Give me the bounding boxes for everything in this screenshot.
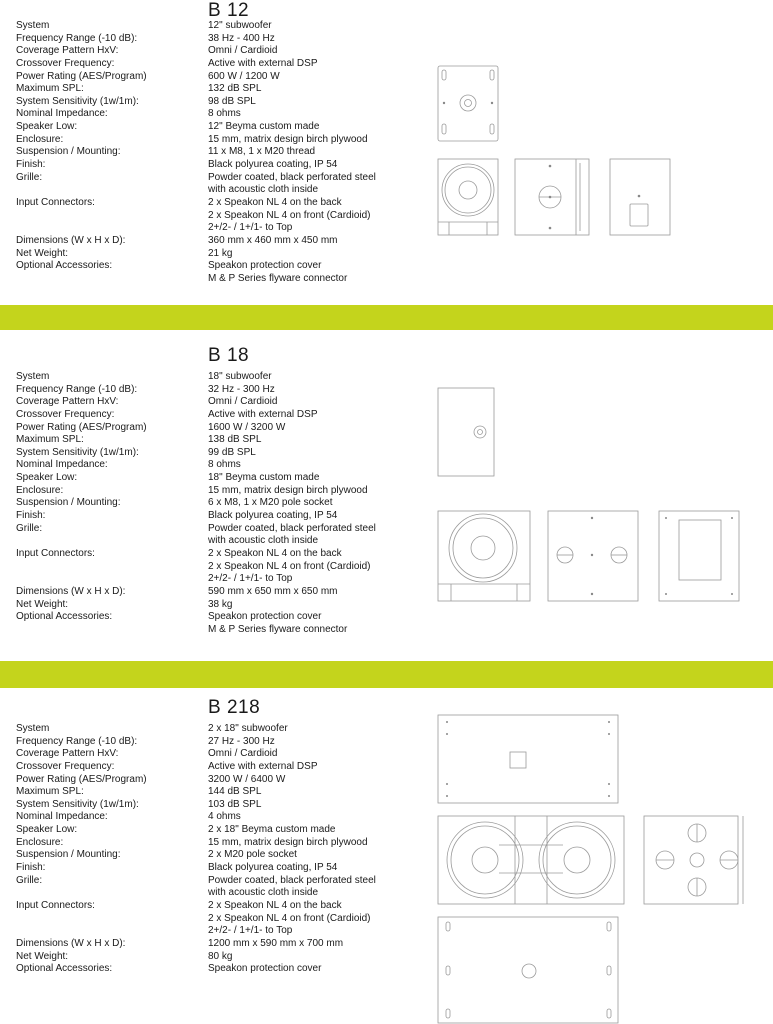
spec-label: Crossover Frequency:	[16, 408, 115, 420]
spec-row	[0, 837, 430, 850]
spec-row	[0, 210, 430, 223]
spec-value: with acoustic cloth inside	[208, 184, 319, 196]
b18-rear-view-drawing	[658, 510, 742, 604]
spec-value: 138 dB SPL	[208, 434, 262, 446]
spec-label: Suspension / Mounting:	[16, 497, 121, 509]
spec-value: 2+/2- / 1+/1- to Top	[208, 925, 293, 937]
spec-label: Optional Accessories:	[16, 611, 113, 623]
spec-value: 2 x Speakon NL 4 on front (Cardioid)	[208, 560, 371, 572]
spec-row	[0, 71, 430, 84]
spec-value: Active with external DSP	[208, 57, 318, 69]
spec-row	[0, 523, 430, 536]
spec-label: Crossover Frequency:	[16, 57, 115, 69]
spec-label: Net Weight:	[16, 598, 69, 610]
spec-value: 80 kg	[208, 950, 233, 962]
spec-label: System Sensitivity (1w/1m):	[16, 798, 139, 810]
spec-list	[0, 371, 430, 636]
spec-list	[0, 20, 430, 285]
spec-label: Net Weight:	[16, 950, 69, 962]
product-title: B 218	[208, 697, 261, 718]
spec-value: 15 mm, matrix design birch plywood	[208, 836, 368, 848]
spec-value: 2 x Speakon NL 4 on the back	[208, 547, 342, 559]
spec-row	[0, 925, 430, 938]
b12-rear-view-drawing	[609, 158, 673, 238]
spec-label: Grille:	[16, 522, 43, 534]
spec-row	[0, 248, 430, 261]
spec-row	[0, 197, 430, 210]
spec-row	[0, 561, 430, 574]
spec-row	[0, 20, 430, 33]
spec-value: 4 ohms	[208, 811, 241, 823]
spec-label: Maximum SPL:	[16, 434, 84, 446]
spec-value: 2 x 18" subwoofer	[208, 723, 288, 734]
spec-label: Finish:	[16, 159, 46, 171]
spec-label: Speaker Low:	[16, 121, 78, 133]
spec-value: Speakon protection cover	[208, 963, 322, 975]
spec-row	[0, 108, 430, 121]
spec-row	[0, 774, 430, 787]
spec-label: System	[16, 371, 50, 382]
spec-value: 38 Hz - 400 Hz	[208, 32, 275, 44]
spec-row	[0, 33, 430, 46]
spec-row	[0, 384, 430, 397]
spec-value: 11 x M8, 1 x M20 thread	[208, 146, 316, 158]
spec-row	[0, 849, 430, 862]
spec-value: M & P Series flyware connector	[208, 623, 348, 635]
spec-value: 12" Beyma custom made	[208, 121, 320, 133]
spec-row	[0, 422, 430, 435]
spec-value: 18" subwoofer	[208, 371, 272, 382]
b218-side-view-drawing	[643, 815, 751, 907]
b18-side-view-drawing	[547, 510, 641, 604]
spec-value: 3200 W / 6400 W	[208, 773, 286, 785]
spec-value: 360 mm x 460 mm x 450 mm	[208, 234, 338, 246]
spec-row	[0, 121, 430, 134]
spec-value: Powder coated, black perforated steel	[208, 522, 376, 534]
spec-value: Black polyurea coating, IP 54	[208, 862, 338, 874]
spec-label: Frequency Range (-10 dB):	[16, 383, 138, 395]
spec-value: 2 x 18" Beyma custom made	[208, 824, 336, 836]
spec-label: System Sensitivity (1w/1m):	[16, 446, 139, 458]
spec-row	[0, 45, 430, 58]
spec-value: Powder coated, black perforated steel	[208, 171, 376, 183]
spec-label: Power Rating (AES/Program)	[16, 773, 147, 785]
spec-label: Suspension / Mounting:	[16, 849, 121, 861]
spec-row	[0, 371, 430, 384]
spec-row	[0, 824, 430, 837]
spec-row	[0, 409, 430, 422]
spec-value: Omni / Cardioid	[208, 748, 278, 760]
spec-value: 1200 mm x 590 mm x 700 mm	[208, 937, 344, 949]
spec-value: Powder coated, black perforated steel	[208, 874, 376, 886]
spec-label: System	[16, 20, 50, 31]
spec-label: Finish:	[16, 862, 46, 874]
product-title: B 12	[208, 0, 250, 21]
section-divider-bar	[0, 305, 773, 330]
spec-row	[0, 748, 430, 761]
spec-row	[0, 862, 430, 875]
b218-top-view-drawing	[437, 714, 621, 806]
spec-row	[0, 938, 430, 951]
spec-row	[0, 83, 430, 96]
spec-row	[0, 811, 430, 824]
spec-label: Grille:	[16, 874, 43, 886]
spec-value: Speakon protection cover	[208, 260, 322, 272]
spec-value: Omni / Cardioid	[208, 45, 278, 57]
spec-value: 2 x Speakon NL 4 on front (Cardioid)	[208, 209, 371, 221]
spec-value: Omni / Cardioid	[208, 396, 278, 408]
spec-row	[0, 485, 430, 498]
spec-label: Optional Accessories:	[16, 260, 113, 272]
spec-row	[0, 586, 430, 599]
spec-value: Black polyurea coating, IP 54	[208, 159, 338, 171]
spec-row	[0, 913, 430, 926]
spec-label: Maximum SPL:	[16, 83, 84, 95]
spec-row	[0, 459, 430, 472]
b12-side-view-drawing	[514, 158, 592, 238]
spec-row	[0, 222, 430, 235]
spec-value: Speakon protection cover	[208, 611, 322, 623]
spec-value: 32 Hz - 300 Hz	[208, 383, 275, 395]
spec-row	[0, 599, 430, 612]
spec-row	[0, 951, 430, 964]
spec-value: 590 mm x 650 mm x 650 mm	[208, 585, 338, 597]
spec-label: Input Connectors:	[16, 899, 95, 911]
spec-label: Input Connectors:	[16, 547, 95, 559]
spec-value: 8 ohms	[208, 108, 241, 120]
spec-label: Nominal Impedance:	[16, 459, 108, 471]
spec-row	[0, 447, 430, 460]
spec-label: Finish:	[16, 510, 46, 522]
spec-value: 12" subwoofer	[208, 20, 272, 31]
spec-row	[0, 172, 430, 185]
spec-value: 144 dB SPL	[208, 786, 262, 798]
spec-row	[0, 510, 430, 523]
spec-label: Suspension / Mounting:	[16, 146, 121, 158]
spec-value: 2 x Speakon NL 4 on front (Cardioid)	[208, 912, 371, 924]
spec-value: 2+/2- / 1+/1- to Top	[208, 573, 293, 585]
spec-label: Crossover Frequency:	[16, 760, 115, 772]
spec-value: 2 x Speakon NL 4 on the back	[208, 899, 342, 911]
spec-label: Enclosure:	[16, 836, 64, 848]
b218-front-view-drawing	[437, 815, 627, 907]
b18-front-view-drawing	[437, 510, 533, 604]
spec-value: 2 x Speakon NL 4 on the back	[208, 196, 342, 208]
spec-value: 600 W / 1200 W	[208, 70, 280, 82]
spec-value: 27 Hz - 300 Hz	[208, 735, 275, 747]
spec-row	[0, 900, 430, 913]
spec-label: Speaker Low:	[16, 824, 78, 836]
spec-row	[0, 134, 430, 147]
spec-value: 132 dB SPL	[208, 83, 262, 95]
spec-value: 8 ohms	[208, 459, 241, 471]
spec-row	[0, 472, 430, 485]
spec-value: 2+/2- / 1+/1- to Top	[208, 222, 293, 234]
spec-row	[0, 159, 430, 172]
spec-list	[0, 723, 430, 976]
spec-label: Speaker Low:	[16, 472, 78, 484]
spec-row	[0, 736, 430, 749]
spec-row	[0, 146, 430, 159]
spec-row	[0, 799, 430, 812]
spec-label: Nominal Impedance:	[16, 108, 108, 120]
spec-row	[0, 96, 430, 109]
spec-row	[0, 611, 430, 624]
spec-value: with acoustic cloth inside	[208, 887, 319, 899]
spec-value: with acoustic cloth inside	[208, 535, 319, 547]
spec-value: 38 kg	[208, 598, 233, 610]
spec-value: 18" Beyma custom made	[208, 472, 320, 484]
spec-label: Maximum SPL:	[16, 786, 84, 798]
spec-value: Black polyurea coating, IP 54	[208, 510, 338, 522]
spec-row	[0, 761, 430, 774]
spec-label: Dimensions (W x H x D):	[16, 585, 126, 597]
spec-label: Input Connectors:	[16, 196, 95, 208]
spec-row	[0, 273, 430, 286]
spec-value: 15 mm, matrix design birch plywood	[208, 133, 368, 145]
spec-label: Frequency Range (-10 dB):	[16, 735, 138, 747]
spec-value: 6 x M8, 1 x M20 pole socket	[208, 497, 333, 509]
b18-top-view-drawing	[437, 387, 495, 479]
spec-label: Dimensions (W x H x D):	[16, 234, 126, 246]
spec-value: 21 kg	[208, 247, 233, 259]
spec-value: 98 dB SPL	[208, 95, 256, 107]
spec-value: 99 dB SPL	[208, 446, 256, 458]
spec-label: System Sensitivity (1w/1m):	[16, 95, 139, 107]
product-title: B 18	[208, 345, 250, 366]
b218-rear-view-drawing	[437, 916, 621, 1024]
spec-label: Dimensions (W x H x D):	[16, 937, 126, 949]
spec-label: Optional Accessories:	[16, 963, 113, 975]
spec-row	[0, 497, 430, 510]
spec-label: System	[16, 723, 50, 734]
spec-value: 103 dB SPL	[208, 798, 262, 810]
spec-label: Net Weight:	[16, 247, 69, 259]
spec-label: Power Rating (AES/Program)	[16, 421, 147, 433]
spec-row	[0, 723, 430, 736]
spec-value: M & P Series flyware connector	[208, 272, 348, 284]
spec-row	[0, 58, 430, 71]
spec-row	[0, 875, 430, 888]
spec-row	[0, 573, 430, 586]
spec-row	[0, 963, 430, 976]
spec-value: 1600 W / 3200 W	[208, 421, 286, 433]
spec-value: 15 mm, matrix design birch plywood	[208, 484, 368, 496]
spec-row	[0, 396, 430, 409]
spec-label: Coverage Pattern HxV:	[16, 45, 119, 57]
spec-label: Frequency Range (-10 dB):	[16, 32, 138, 44]
b12-top-view-drawing	[437, 65, 501, 143]
spec-row	[0, 887, 430, 900]
spec-label: Enclosure:	[16, 484, 64, 496]
spec-row	[0, 624, 430, 637]
spec-row	[0, 184, 430, 197]
spec-row	[0, 260, 430, 273]
spec-label: Nominal Impedance:	[16, 811, 108, 823]
spec-label: Enclosure:	[16, 133, 64, 145]
section-divider-bar	[0, 661, 773, 688]
spec-value: Active with external DSP	[208, 760, 318, 772]
spec-row	[0, 434, 430, 447]
spec-row	[0, 786, 430, 799]
spec-label: Grille:	[16, 171, 43, 183]
spec-row	[0, 535, 430, 548]
spec-label: Coverage Pattern HxV:	[16, 396, 119, 408]
b12-front-view-drawing	[437, 158, 501, 238]
spec-value: Active with external DSP	[208, 408, 318, 420]
spec-label: Coverage Pattern HxV:	[16, 748, 119, 760]
spec-row	[0, 235, 430, 248]
spec-row	[0, 548, 430, 561]
spec-value: 2 x M20 pole socket	[208, 849, 297, 861]
spec-label: Power Rating (AES/Program)	[16, 70, 147, 82]
